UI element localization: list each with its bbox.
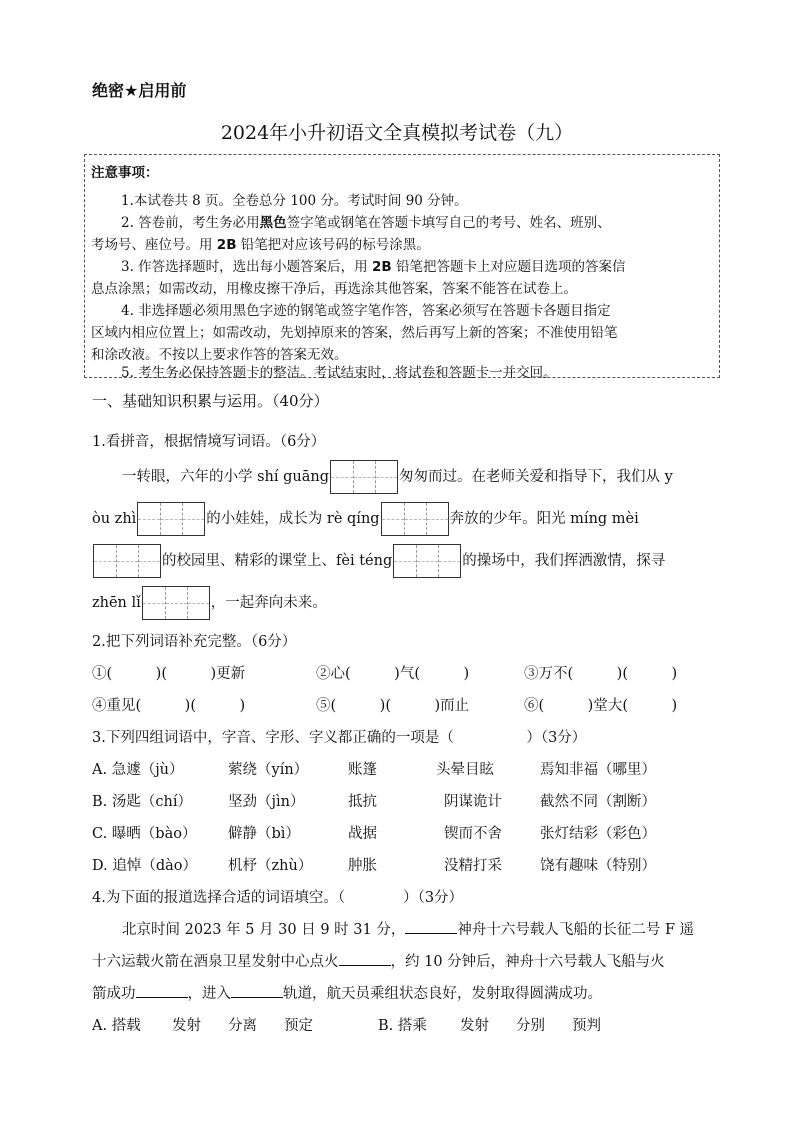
answer-grid[interactable] — [330, 460, 398, 494]
question-1-title: 1.看拼音，根据情境写词语。（6分） — [92, 434, 326, 450]
question-3-title: 3.下列四组词语中，字音、字形、字义都正确的一项是（ ）（3分） — [92, 730, 587, 746]
notice-line-2: 2. 答卷前，考生务必用黑色签字笔或钢笔在答题卡填写自己的考号、姓名、班别、 — [121, 215, 611, 231]
report-line-1: 北京时间 2023 年 5 月 30 日 9 时 31 分， 神舟十六号载人飞船的长征二号 F 遥 — [122, 922, 695, 938]
fill-blank-2[interactable] — [339, 965, 391, 966]
answer-grid[interactable] — [393, 544, 461, 578]
notice-line-8: 和涂改液。不按以上要求作答的答案无效。 — [91, 347, 348, 363]
notice-line-9: 5. 考生务必保持答题卡的整洁。考试结束时，将试卷和答题卡一并交回。 — [121, 365, 557, 381]
fill-blank-4[interactable] — [231, 997, 283, 998]
idiom-blank-6[interactable]: ⑥( )堂大( ) — [524, 698, 678, 714]
answer-grid[interactable] — [142, 586, 210, 620]
idiom-blank-5[interactable]: ⑤( )( )而止 — [316, 698, 470, 714]
answer-grid[interactable] — [137, 502, 205, 536]
fill-blank-1[interactable] — [405, 933, 457, 934]
notice-line-1: 1.本试卷共 8 页。全卷总分 100 分。考试时间 90 分钟。 — [121, 193, 468, 209]
question-4-title: 4.为下面的报道选择合适的词语填空。（ ）（3分） — [92, 890, 464, 906]
idiom-blank-1[interactable]: ①( )( )更新 — [92, 666, 246, 682]
idiom-blank-3[interactable]: ③万不( )( ) — [524, 666, 678, 682]
question-1-row-1: 一转眼，六年的小学 shí guāng 匆匆而过。在老师关爱和指导下，我们从 y — [122, 460, 673, 494]
section-1-title: 一、基础知识积累与运用。（40分） — [92, 392, 329, 410]
fill-blank-3[interactable] — [136, 997, 188, 998]
confidential-mark: 绝密★启用前 — [92, 81, 187, 100]
idiom-blank-2[interactable]: ②心( )气( ) — [316, 666, 470, 682]
notice-heading: 注意事项： — [91, 165, 159, 181]
question-1-row-3: 的校园里、精彩的课堂上、fèi téng 的操场中，我们挥洒激情，探寻 — [92, 544, 665, 578]
notice-line-7: 区域内相应位置上；如需改动，先划掉原来的答案，然后再写上新的答案；不准使用铅笔 — [91, 325, 618, 341]
notice-line-6: 4. 非选择题必须用黑色字迹的钢笔或签字笔作答，答案必须写在答题卡各题目指定 — [121, 303, 611, 319]
question-2-title: 2.把下列词语补充完整。（6分） — [92, 634, 297, 650]
notice-line-4: 3. 作答选择题时，选出每小题答案后，用 2B 铅笔把答题卡上对应题目选项的答案信 — [121, 259, 626, 275]
idiom-blank-4[interactable]: ④重见( )( ) — [92, 698, 246, 714]
report-line-2: 十六运载火箭在酒泉卫星发射中心点火 ，约 10 分钟后，神舟十六号载人飞船与火 — [92, 954, 665, 970]
exam-title: 2024年小升初语文全真模拟考试卷（九） — [220, 122, 574, 144]
answer-grid[interactable] — [381, 502, 449, 536]
notice-box — [84, 154, 720, 381]
notice-line-3: 考场号、座位号。用 2B 铅笔把对应该号码的标号涂黑。 — [91, 237, 430, 253]
report-line-3: 箭成功 ，进入 轨道，航天员乘组状态良好，发射取得圆满成功。 — [92, 986, 602, 1002]
answer-grid[interactable] — [93, 544, 161, 578]
question-1-row-4: zhēn lǐ ，一起奔向未来。 — [92, 586, 327, 620]
notice-line-5: 息点涂黑；如需改动，用橡皮擦干净后，再选涂其他答案，答案不能答在试卷上。 — [91, 281, 577, 297]
question-1-row-2: òu zhì 的小娃娃，成长为 rè qíng 奔放的少年。阳光 míng mèi — [92, 502, 639, 536]
